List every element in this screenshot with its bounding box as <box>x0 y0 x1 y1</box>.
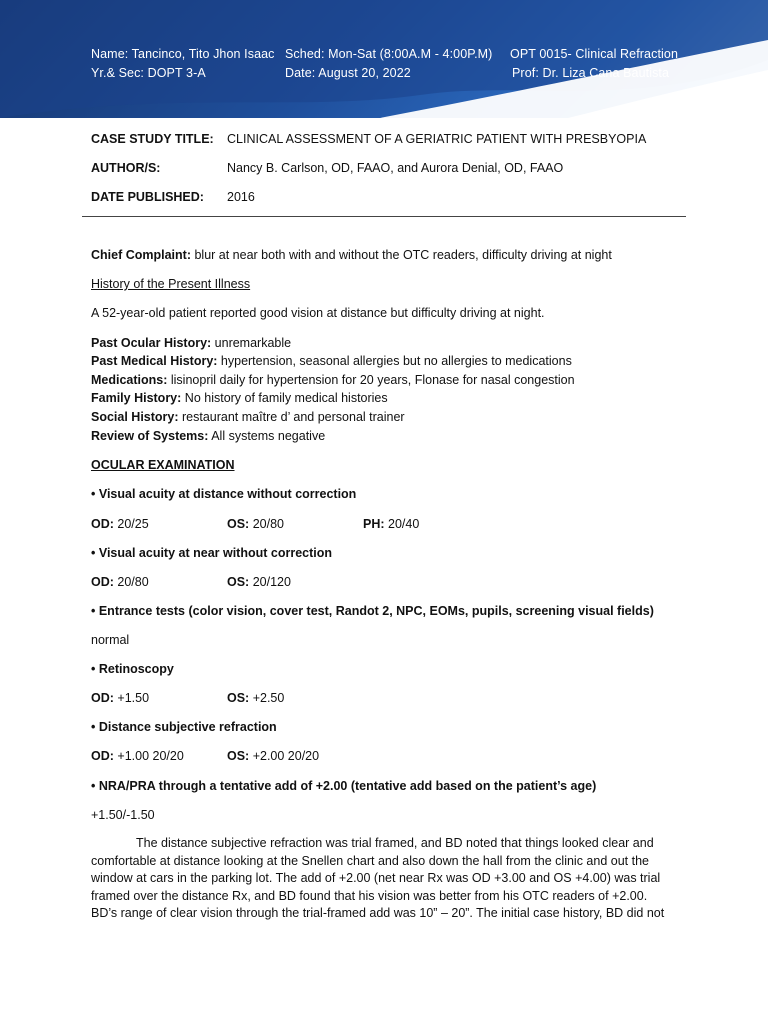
retinoscopy-values: OD: +1.50 OS: +2.50 <box>91 691 285 705</box>
divider <box>82 216 686 217</box>
narrative-line: window at cars in the parking lot. The add of +2.00 (net near Rx was OD +3.00 and OS +4.00) was trial <box>91 871 661 885</box>
narrative-line: comfortable at distance looking at the Snellen chart and also down the hall from the clinic and out the <box>91 853 649 868</box>
history-item: Past Medical History: hypertension, seasonal allergies but no allergies to medications <box>91 354 572 368</box>
entrance-tests-heading: • Entrance tests (color vision, cover test, Randot 2, NPC, EOMs, pupils, screening visual fields) <box>91 604 654 618</box>
student-name: Name: Tancinco, Tito Jhon Isaac <box>91 47 275 61</box>
va-near-heading: • Visual acuity at near without correction <box>91 546 333 560</box>
history-item: Medications: lisinopril daily for hypertension for 20 years, Flonase for nasal congestion <box>91 373 575 387</box>
history-item: Past Ocular History: unremarkable <box>91 336 292 350</box>
subjective-refraction-values: OD: +1.00 20/20 OS: +2.00 20/20 <box>91 749 320 763</box>
va-near-values: OD: 20/80 OS: 20/120 <box>91 575 291 589</box>
narrative-line: BD’s range of clear vision through the trial-framed add was 10” – 20”. The initial case history, BD did not <box>91 906 665 920</box>
history-item: Social History: restaurant maître d’ and personal trainer <box>91 410 405 424</box>
subjective-refraction-heading: • Distance subjective refraction <box>91 720 277 734</box>
date: Date: August 20, 2022 <box>285 66 411 80</box>
retinoscopy-heading: • Retinoscopy <box>91 662 174 676</box>
year-section: Yr.& Sec: DOPT 3-A <box>91 66 206 80</box>
va-distance-values: OD: 20/25 OS: 20/80 PH: 20/40 <box>91 517 420 531</box>
hpi-text: A 52-year-old patient reported good vision at distance but difficulty driving at night. <box>91 306 545 320</box>
history-item: Family History: No history of family medical histories <box>91 391 388 405</box>
case-title-value: CLINICAL ASSESSMENT OF A GERIATRIC PATIENT WITH PRESBYOPIA <box>227 132 647 146</box>
author-value: Nancy B. Carlson, OD, FAAO, and Aurora Denial, OD, FAAO <box>227 161 564 175</box>
header-banner <box>0 0 768 118</box>
author-label: AUTHOR/S: <box>91 161 161 175</box>
va-distance-heading: • Visual acuity at distance without correction <box>91 487 357 501</box>
chief-complaint-label: Chief Complaint: <box>91 248 191 262</box>
course: OPT 0015- Clinical Refraction <box>510 47 679 61</box>
date-published-value: 2016 <box>227 190 255 204</box>
history-item: Review of Systems: All systems negative <box>91 429 326 443</box>
narrative-line: The distance subjective refraction was trial framed, and BD noted that things looked clear and <box>136 836 654 850</box>
hpi-heading: History of the Present Illness <box>91 277 251 291</box>
chief-complaint-text: blur at near both with and without the OTC readers, difficulty driving at night <box>191 248 612 262</box>
nra-pra-result: +1.50/-1.50 <box>91 808 155 822</box>
narrative-paragraph <box>91 835 676 923</box>
chief-complaint <box>91 247 612 263</box>
ocular-exam-heading: OCULAR EXAMINATION <box>91 458 235 472</box>
schedule: Sched: Mon-Sat (8:00A.M - 4:00P.M) <box>285 47 493 61</box>
entrance-tests-result: normal <box>91 633 130 647</box>
narrative-line: framed over the distance Rx, and BD found that his vision was better from his OTC readers of +2.00. <box>91 888 648 903</box>
nra-pra-heading: • NRA/PRA through a tentative add of +2.00 (tentative add based on the patient’s age) <box>91 779 597 793</box>
case-title-label: CASE STUDY TITLE: <box>91 132 214 146</box>
date-published-label: DATE PUBLISHED: <box>91 190 204 204</box>
professor: Prof: Dr. Liza Cana Bautista <box>512 66 670 80</box>
